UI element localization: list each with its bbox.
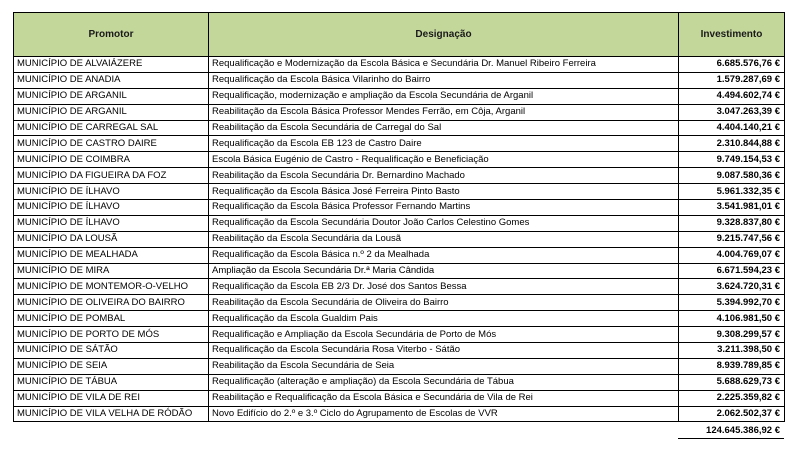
cell-promotor: MUNICÍPIO DE ÍLHAVO bbox=[14, 200, 209, 216]
cell-promotor: MUNICÍPIO DE MONTEMOR-O-VELHO bbox=[14, 279, 209, 295]
total-investment: 124.645.386,92 € bbox=[678, 422, 784, 439]
cell-promotor: MUNICÍPIO DE VILA VELHA DE RÓDÃO bbox=[14, 406, 209, 422]
cell-investimento: 2.062.502,37 € bbox=[679, 406, 785, 422]
cell-promotor: MUNICÍPIO DE SÁTÃO bbox=[14, 343, 209, 359]
cell-promotor: MUNICÍPIO DE ANADIA bbox=[14, 72, 209, 88]
cell-promotor: MUNICÍPIO DE COIMBRA bbox=[14, 152, 209, 168]
cell-designacao: Reabilitação da Escola Secundária de Oliveira do Bairro bbox=[209, 295, 679, 311]
cell-investimento: 5.394.992,70 € bbox=[679, 295, 785, 311]
cell-investimento: 9.308.299,57 € bbox=[679, 327, 785, 343]
cell-investimento: 5.688.629,73 € bbox=[679, 374, 785, 390]
table-row bbox=[14, 406, 785, 422]
cell-designacao: Requalificação e Ampliação da Escola Secundária de Porto de Mós bbox=[209, 327, 679, 343]
cell-investimento: 4.004.769,07 € bbox=[679, 247, 785, 263]
cell-investimento: 6.685.576,76 € bbox=[679, 57, 785, 73]
cell-designacao: Requalificação (alteração e ampliação) da Escola Secundária de Tábua bbox=[209, 374, 679, 390]
table-row bbox=[14, 374, 785, 390]
table-row bbox=[14, 57, 785, 73]
cell-designacao: Requalificação da Escola Secundária Rosa Viterbo - Sátão bbox=[209, 343, 679, 359]
cell-designacao: Reabilitação da Escola Secundária da Lousã bbox=[209, 231, 679, 247]
table-row bbox=[14, 168, 785, 184]
table-row bbox=[14, 231, 785, 247]
cell-promotor: MUNICÍPIO DE POMBAL bbox=[14, 311, 209, 327]
investment-table-sheet bbox=[13, 12, 785, 439]
cell-promotor: MUNICÍPIO DE VILA DE REI bbox=[14, 390, 209, 406]
cell-investimento: 9.087.580,36 € bbox=[679, 168, 785, 184]
cell-promotor: MUNICÍPIO DE MEALHADA bbox=[14, 247, 209, 263]
table-row bbox=[14, 327, 785, 343]
cell-investimento: 9.328.837,80 € bbox=[679, 215, 785, 231]
table-row bbox=[14, 295, 785, 311]
table-row bbox=[14, 215, 785, 231]
cell-investimento: 4.494.602,74 € bbox=[679, 88, 785, 104]
table-row bbox=[14, 152, 785, 168]
cell-promotor: MUNICÍPIO DE ALVAIÁZERE bbox=[14, 57, 209, 73]
table-row bbox=[14, 343, 785, 359]
cell-investimento: 9.749.154,53 € bbox=[679, 152, 785, 168]
cell-designacao: Requalificação da Escola Gualdim Pais bbox=[209, 311, 679, 327]
header-investimento: Investimento bbox=[679, 13, 785, 57]
cell-promotor: MUNICÍPIO DE OLIVEIRA DO BAIRRO bbox=[14, 295, 209, 311]
cell-designacao: Reabilitação da Escola Básica Professor Mendes Ferrão, em Côja, Arganil bbox=[209, 104, 679, 120]
header-row bbox=[14, 13, 785, 57]
cell-investimento: 3.211.398,50 € bbox=[679, 343, 785, 359]
cell-investimento: 6.671.594,23 € bbox=[679, 263, 785, 279]
cell-investimento: 4.404.140,21 € bbox=[679, 120, 785, 136]
cell-designacao: Requalificação da Escola Básica José Ferreira Pinto Basto bbox=[209, 184, 679, 200]
cell-designacao: Reabilitação da Escola Secundária Dr. Bernardino Machado bbox=[209, 168, 679, 184]
cell-designacao: Novo Edifício do 2.º e 3.º Ciclo do Agrupamento de Escolas de VVR bbox=[209, 406, 679, 422]
table-row bbox=[14, 88, 785, 104]
cell-designacao: Requalificação da Escola Básica Professor Fernando Martins bbox=[209, 200, 679, 216]
cell-promotor: MUNICÍPIO DE TÁBUA bbox=[14, 374, 209, 390]
cell-designacao: Requalificação da Escola EB 2/3 Dr. José dos Santos Bessa bbox=[209, 279, 679, 295]
total-row bbox=[13, 422, 784, 439]
table-row bbox=[14, 136, 785, 152]
cell-designacao: Requalificação, modernização e ampliação da Escola Secundária de Arganil bbox=[209, 88, 679, 104]
cell-promotor: MUNICÍPIO DE ARGANIL bbox=[14, 88, 209, 104]
table-row bbox=[14, 184, 785, 200]
cell-investimento: 1.579.287,69 € bbox=[679, 72, 785, 88]
table-row bbox=[14, 72, 785, 88]
cell-investimento: 5.961.332,35 € bbox=[679, 184, 785, 200]
cell-designacao: Reabilitação da Escola Secundária de Carregal do Sal bbox=[209, 120, 679, 136]
cell-investimento: 3.624.720,31 € bbox=[679, 279, 785, 295]
table-row bbox=[14, 390, 785, 406]
table-body bbox=[14, 57, 785, 422]
cell-investimento: 3.047.263,39 € bbox=[679, 104, 785, 120]
table-row bbox=[14, 358, 785, 374]
cell-promotor: MUNICÍPIO DE ARGANIL bbox=[14, 104, 209, 120]
header-promotor: Promotor bbox=[14, 13, 209, 57]
cell-promotor: MUNICÍPIO DE PORTO DE MÓS bbox=[14, 327, 209, 343]
table-row bbox=[14, 263, 785, 279]
cell-designacao: Ampliação da Escola Secundária Dr.ª Maria Cândida bbox=[209, 263, 679, 279]
cell-investimento: 4.106.981,50 € bbox=[679, 311, 785, 327]
cell-promotor: MUNICÍPIO DE SEIA bbox=[14, 358, 209, 374]
cell-investimento: 9.215.747,56 € bbox=[679, 231, 785, 247]
cell-designacao: Requalificação da Escola Secundária Doutor João Carlos Celestino Gomes bbox=[209, 215, 679, 231]
table-row bbox=[14, 104, 785, 120]
cell-designacao: Requalificação da Escola EB 123 de Castro Daire bbox=[209, 136, 679, 152]
cell-investimento: 2.310.844,88 € bbox=[679, 136, 785, 152]
cell-designacao: Requalificação e Modernização da Escola Básica e Secundária Dr. Manuel Ribeiro Ferreira bbox=[209, 57, 679, 73]
cell-promotor: MUNICÍPIO DE CARREGAL SAL bbox=[14, 120, 209, 136]
cell-investimento: 2.225.359,82 € bbox=[679, 390, 785, 406]
cell-designacao: Requalificação da Escola Básica n.º 2 da Mealhada bbox=[209, 247, 679, 263]
cell-investimento: 8.939.789,85 € bbox=[679, 358, 785, 374]
cell-promotor: MUNICÍPIO DE ÍLHAVO bbox=[14, 215, 209, 231]
cell-promotor: MUNICÍPIO DE ÍLHAVO bbox=[14, 184, 209, 200]
table-row bbox=[14, 120, 785, 136]
cell-promotor: MUNICÍPIO DA LOUSÃ bbox=[14, 231, 209, 247]
cell-designacao: Reabilitação e Requalificação da Escola Básica e Secundária de Vila de Rei bbox=[209, 390, 679, 406]
cell-designacao: Escola Básica Eugénio de Castro - Requalificação e Beneficiação bbox=[209, 152, 679, 168]
cell-designacao: Reabilitação da Escola Secundária de Seia bbox=[209, 358, 679, 374]
investment-table bbox=[13, 12, 785, 422]
table-row bbox=[14, 200, 785, 216]
table-header bbox=[14, 13, 785, 57]
table-row bbox=[14, 311, 785, 327]
cell-promotor: MUNICÍPIO DE CASTRO DAIRE bbox=[14, 136, 209, 152]
header-designacao: Designação bbox=[209, 13, 679, 57]
cell-investimento: 3.541.981,01 € bbox=[679, 200, 785, 216]
cell-designacao: Requalificação da Escola Básica Vilarinho do Bairro bbox=[209, 72, 679, 88]
table-row bbox=[14, 247, 785, 263]
table-row bbox=[14, 279, 785, 295]
cell-promotor: MUNICÍPIO DE MIRA bbox=[14, 263, 209, 279]
cell-promotor: MUNICÍPIO DA FIGUEIRA DA FOZ bbox=[14, 168, 209, 184]
